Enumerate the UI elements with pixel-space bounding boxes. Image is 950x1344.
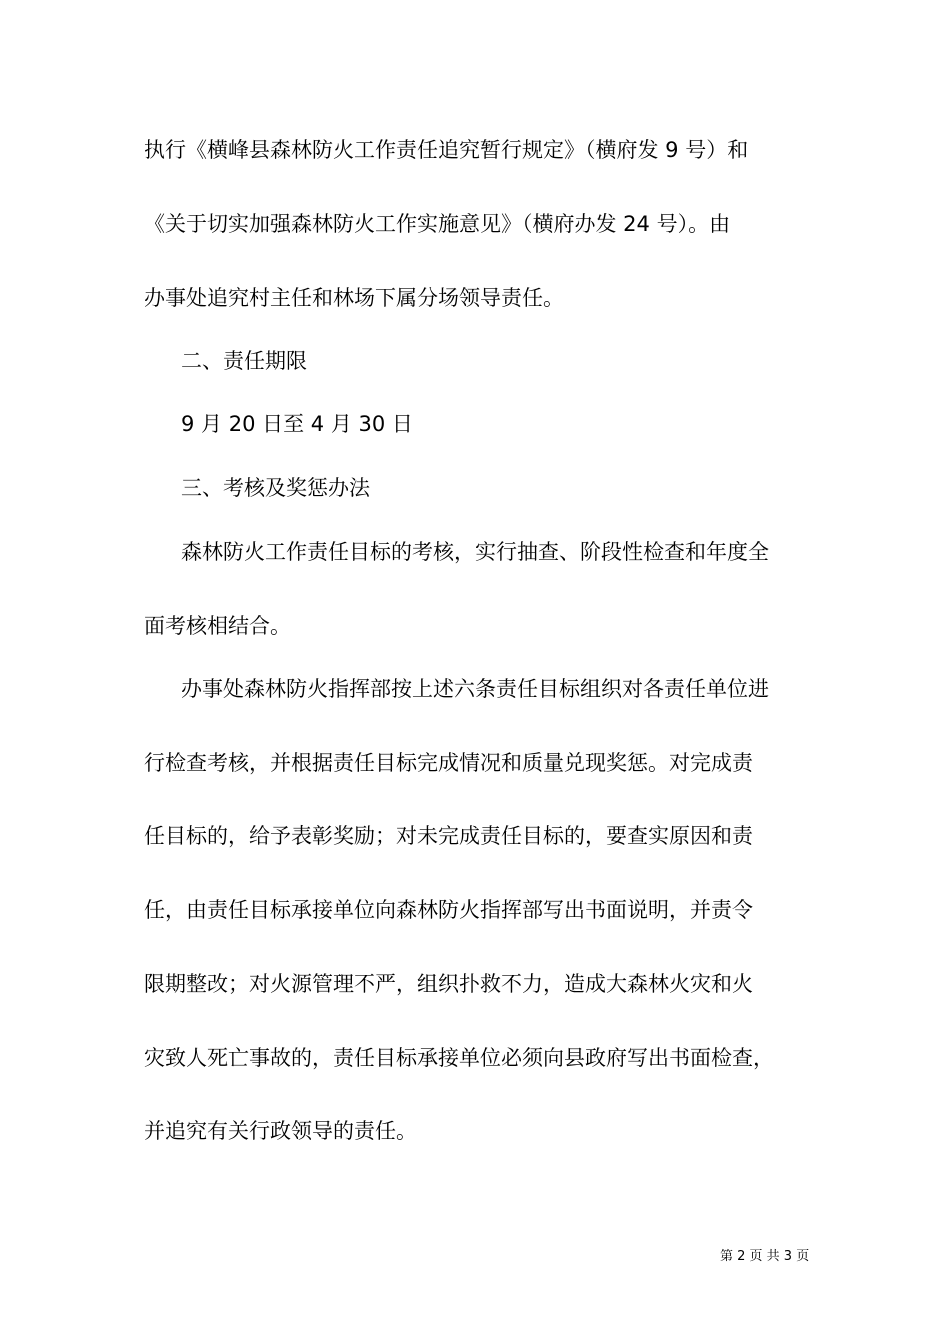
paragraph-line: 森林防火工作责任目标的考核，实行抽查、阶段性检查和年度全 [181,540,769,564]
date-range-line: 9 月 20 日至 4 月 30 日 [181,412,413,436]
paragraph-line: 办事处森林防火指挥部按上述六条责任目标组织对各责任单位进 [181,677,769,701]
page-number-footer: 第 2 页 共 3 页 [720,1249,810,1264]
paragraph-line: 灾致人死亡事故的，责任目标承接单位必须向县政府写出书面检查， [144,1046,774,1070]
paragraph-line: 执行《横峰县森林防火工作责任追究暂行规定》（横府发 9 号）和 [144,138,749,162]
paragraph-line: 面考核相结合。 [144,614,291,638]
paragraph-line: 行检查考核，并根据责任目标完成情况和质量兑现奖惩。对完成责 [144,751,753,775]
paragraph-line: 任，由责任目标承接单位向森林防火指挥部写出书面说明，并责令 [144,898,753,922]
paragraph-line: 办事处追究村主任和林场下属分场领导责任。 [144,286,564,310]
paragraph-line: 限期整改；对火源管理不严，组织扑救不力，造成大森林火灾和火 [144,972,753,996]
paragraph-line: 任目标的，给予表彰奖励；对未完成责任目标的，要查实原因和责 [144,824,753,848]
section-heading: 二、责任期限 [181,349,307,373]
paragraph-line: 《关于切实加强森林防火工作实施意见》（横府办发 24 号）。由 [144,212,731,236]
paragraph-line: 并追究有关行政领导的责任。 [144,1119,417,1143]
section-heading: 三、考核及奖惩办法 [181,476,370,500]
